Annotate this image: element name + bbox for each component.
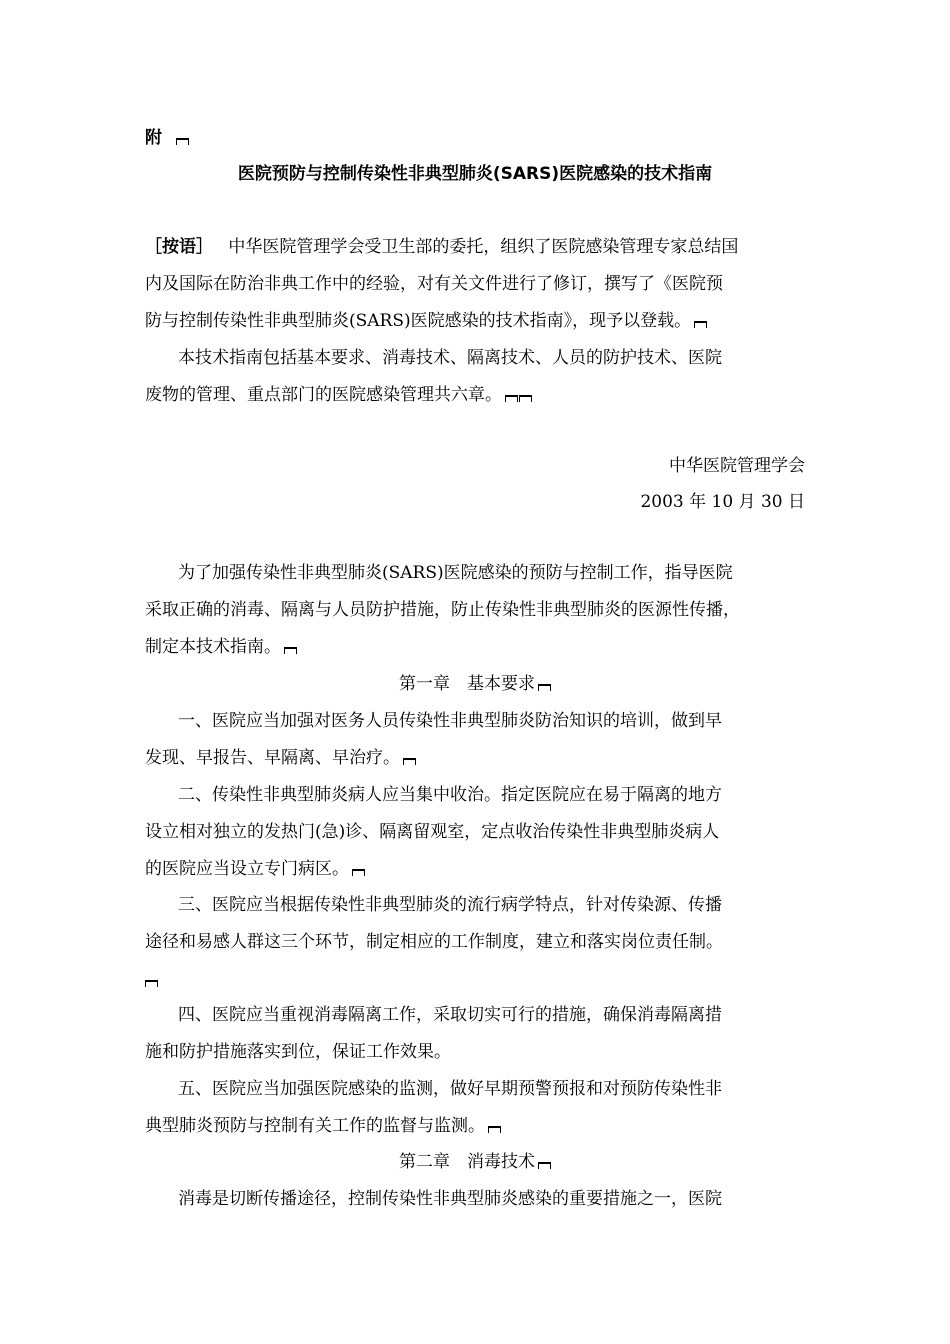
paragraph-mark-icon xyxy=(176,138,189,145)
item2-line-2: 设立相对独立的发热门(急)诊、隔离留观室，定点收治传染性非典型肺炎病人 xyxy=(145,822,720,842)
paragraph-mark-icon xyxy=(145,980,158,987)
paragraph-mark-icon xyxy=(284,647,297,654)
intro-line-1: 为了加强传染性非典型肺炎(SARS)医院感染的预防与控制工作，指导医院 xyxy=(178,563,733,583)
paragraph-mark-icon xyxy=(403,758,416,765)
note-line-1: ［按语］ 中华医院管理学会受卫生部的委托，组织了医院感染管理专家总结国 xyxy=(145,237,739,257)
item3-line-2: 途径和易感人群这三个环节，制定相应的工作制度，建立和落实岗位责任制。 xyxy=(145,932,723,952)
chapter1-heading: 第一章 基本要求 xyxy=(0,674,950,694)
item1-line-2: 发现、早报告、早隔离、早治疗。 xyxy=(145,748,815,768)
note-line-2: 内及国际在防治非典工作中的经验，对有关文件进行了修订，撰写了《医院预 xyxy=(145,274,723,294)
item5-line-1: 五、医院应当加强医院感染的监测，做好早期预警预报和对预防传染性非 xyxy=(178,1079,722,1099)
intro-line-2: 采取正确的消毒、隔离与人员防护措施，防止传染性非典型肺炎的医源性传播， xyxy=(145,600,740,620)
attachment-label: 附 xyxy=(145,128,815,148)
item4-line-2: 施和防护措施落实到位，保证工作效果。 xyxy=(145,1042,451,1062)
paragraph-mark-icon xyxy=(352,869,365,876)
paragraph-mark-icon xyxy=(519,395,532,402)
note-line-4: 本技术指南包括基本要求、消毒技术、隔离技术、人员的防护技术、医院 xyxy=(178,348,722,368)
chapter2-para1-line-1: 消毒是切断传播途径，控制传染性非典型肺炎感染的重要措施之一，医院 xyxy=(178,1189,722,1209)
paragraph-mark-icon xyxy=(694,321,707,328)
paragraph-mark-icon xyxy=(538,1162,551,1169)
paragraph-mark-icon xyxy=(488,1126,501,1133)
signature-date: 2003 年 10 月 30 日 xyxy=(640,492,805,512)
item4-line-1: 四、医院应当重视消毒隔离工作，采取切实可行的措施，确保消毒隔离措 xyxy=(178,1005,722,1025)
paragraph-mark-icon xyxy=(505,395,518,402)
item2-line-3: 的医院应当设立专门病区。 xyxy=(145,859,815,879)
paragraph-mark-icon xyxy=(538,684,551,691)
chapter2-heading: 第二章 消毒技术 xyxy=(0,1152,950,1172)
document-title: 医院预防与控制传染性非典型肺炎(SARS)医院感染的技术指南 xyxy=(237,164,713,184)
item2-line-1: 二、传染性非典型肺炎病人应当集中收治。指定医院应在易于隔离的地方 xyxy=(178,785,722,805)
item1-line-1: 一、医院应当加强对医务人员传染性非典型肺炎防治知识的培训，做到早 xyxy=(178,711,722,731)
item5-line-2: 典型肺炎预防与控制有关工作的监督与监测。 xyxy=(145,1116,815,1136)
note-line-3: 防与控制传染性非典型肺炎(SARS)医院感染的技术指南》，现予以登载。 xyxy=(145,311,815,331)
intro-line-3: 制定本技术指南。 xyxy=(145,637,815,657)
note-line-5: 废物的管理、重点部门的医院感染管理共六章。 xyxy=(145,385,815,405)
signature-org: 中华医院管理学会 xyxy=(669,456,805,476)
note-label: ［按语］ xyxy=(145,237,213,257)
item3-line-1: 三、医院应当根据传染性非典型肺炎的流行病学特点，针对传染源、传播 xyxy=(178,895,722,915)
